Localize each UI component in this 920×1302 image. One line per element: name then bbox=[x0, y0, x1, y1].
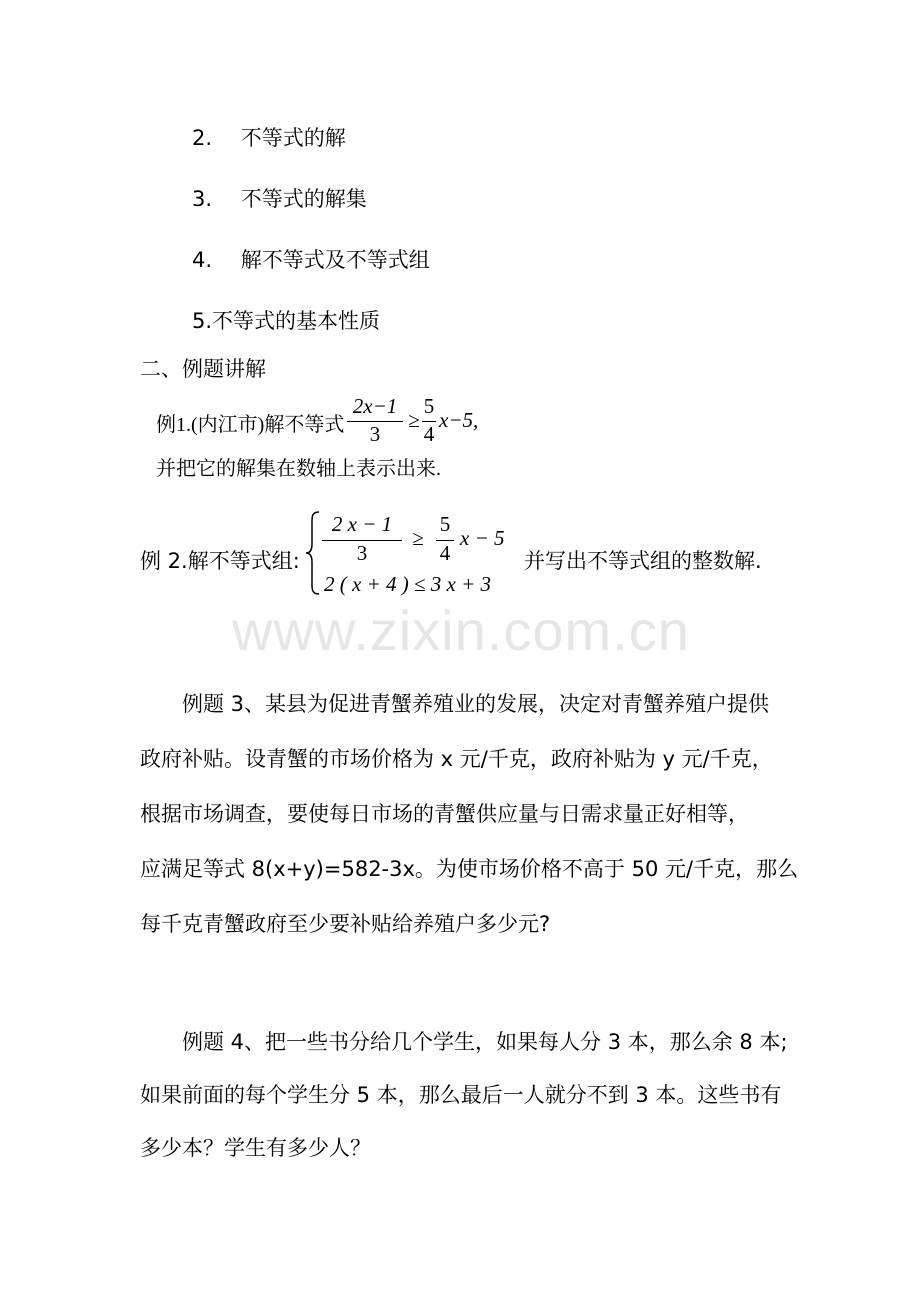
example2-prefix: 例 2.解不等式组: bbox=[140, 549, 300, 573]
example2-row1-frac2-den: 4 bbox=[439, 541, 451, 565]
example3-line: 应满足等式 8(x+y)=582-3x。为使市场价格不高于 50 元/千克，那么 bbox=[140, 857, 799, 881]
example1-frac2-num: 5 bbox=[423, 394, 435, 418]
list-number: 4. bbox=[192, 248, 213, 272]
example3-line: 根据市场调查，要使每日市场的青蟹供应量与日需求量正好相等， bbox=[140, 802, 749, 826]
example1-frac1-num: 2x−1 bbox=[352, 394, 398, 418]
watermark: www.zixin.com.cn bbox=[232, 599, 690, 662]
list-text: 解不等式及不等式组 bbox=[240, 248, 430, 272]
list-item-5 bbox=[192, 305, 380, 335]
example1-frac1-den: 3 bbox=[369, 422, 381, 446]
example1-line2: 并把它的解集在数轴上表示出来. bbox=[156, 458, 441, 480]
section-heading: 二、例题讲解 bbox=[140, 357, 266, 381]
example2-row2: 2 ( x + 4 ) ≤ 3 x + 3 bbox=[324, 572, 491, 596]
example2-row1-frac-den: 3 bbox=[356, 541, 368, 565]
example-3 bbox=[140, 683, 799, 945]
example2-row1-tail: x − 5 bbox=[460, 526, 505, 550]
list-item-4 bbox=[192, 244, 430, 274]
example4-line: 例题 4、把一些书分给几个学生，如果每人分 3 本，那么余 8 本; bbox=[140, 1030, 788, 1054]
list-item-2 bbox=[192, 122, 346, 152]
list-item-3 bbox=[192, 183, 367, 213]
example1-tail: x−5, bbox=[439, 408, 479, 432]
list-number: 3. bbox=[192, 187, 213, 211]
list-number: 5. bbox=[192, 309, 213, 333]
example2-suffix: 并写出不等式组的整数解. bbox=[524, 549, 762, 573]
left-brace-icon bbox=[305, 510, 321, 596]
example4-line: 多少本？学生有多少人？ bbox=[140, 1136, 371, 1160]
example3-line: 政府补贴。设青蟹的市场价格为 x 元/千克，政府补贴为 y 元/千克， bbox=[140, 747, 773, 771]
example2-row1-geq: ≥ bbox=[412, 526, 424, 550]
list-text: 不等式的解集 bbox=[240, 187, 367, 211]
example1-prefix: 例1.(内江市)解不等式 bbox=[156, 414, 345, 436]
list-text: 不等式的解 bbox=[240, 126, 346, 150]
example3-line: 每千克青蟹政府至少要补贴给养殖户多少元? bbox=[140, 912, 551, 936]
list-number: 2. bbox=[192, 126, 213, 150]
example2-row1-frac-num: 2 x − 1 bbox=[331, 512, 393, 536]
example1-geq: ≥ bbox=[408, 408, 420, 432]
example1-frac2-den: 4 bbox=[423, 422, 435, 446]
example-4 bbox=[140, 1021, 788, 1169]
example3-line: 例题 3、某县为促进青蟹养殖业的发展，决定对青蟹养殖户提供 bbox=[140, 692, 770, 716]
example4-line: 如果前面的每个学生分 5 本，那么最后一人就分不到 3 本。这些书有 bbox=[140, 1083, 782, 1107]
example2-row1-frac2-num: 5 bbox=[439, 512, 451, 536]
list-text: 不等式的基本性质 bbox=[212, 309, 381, 333]
